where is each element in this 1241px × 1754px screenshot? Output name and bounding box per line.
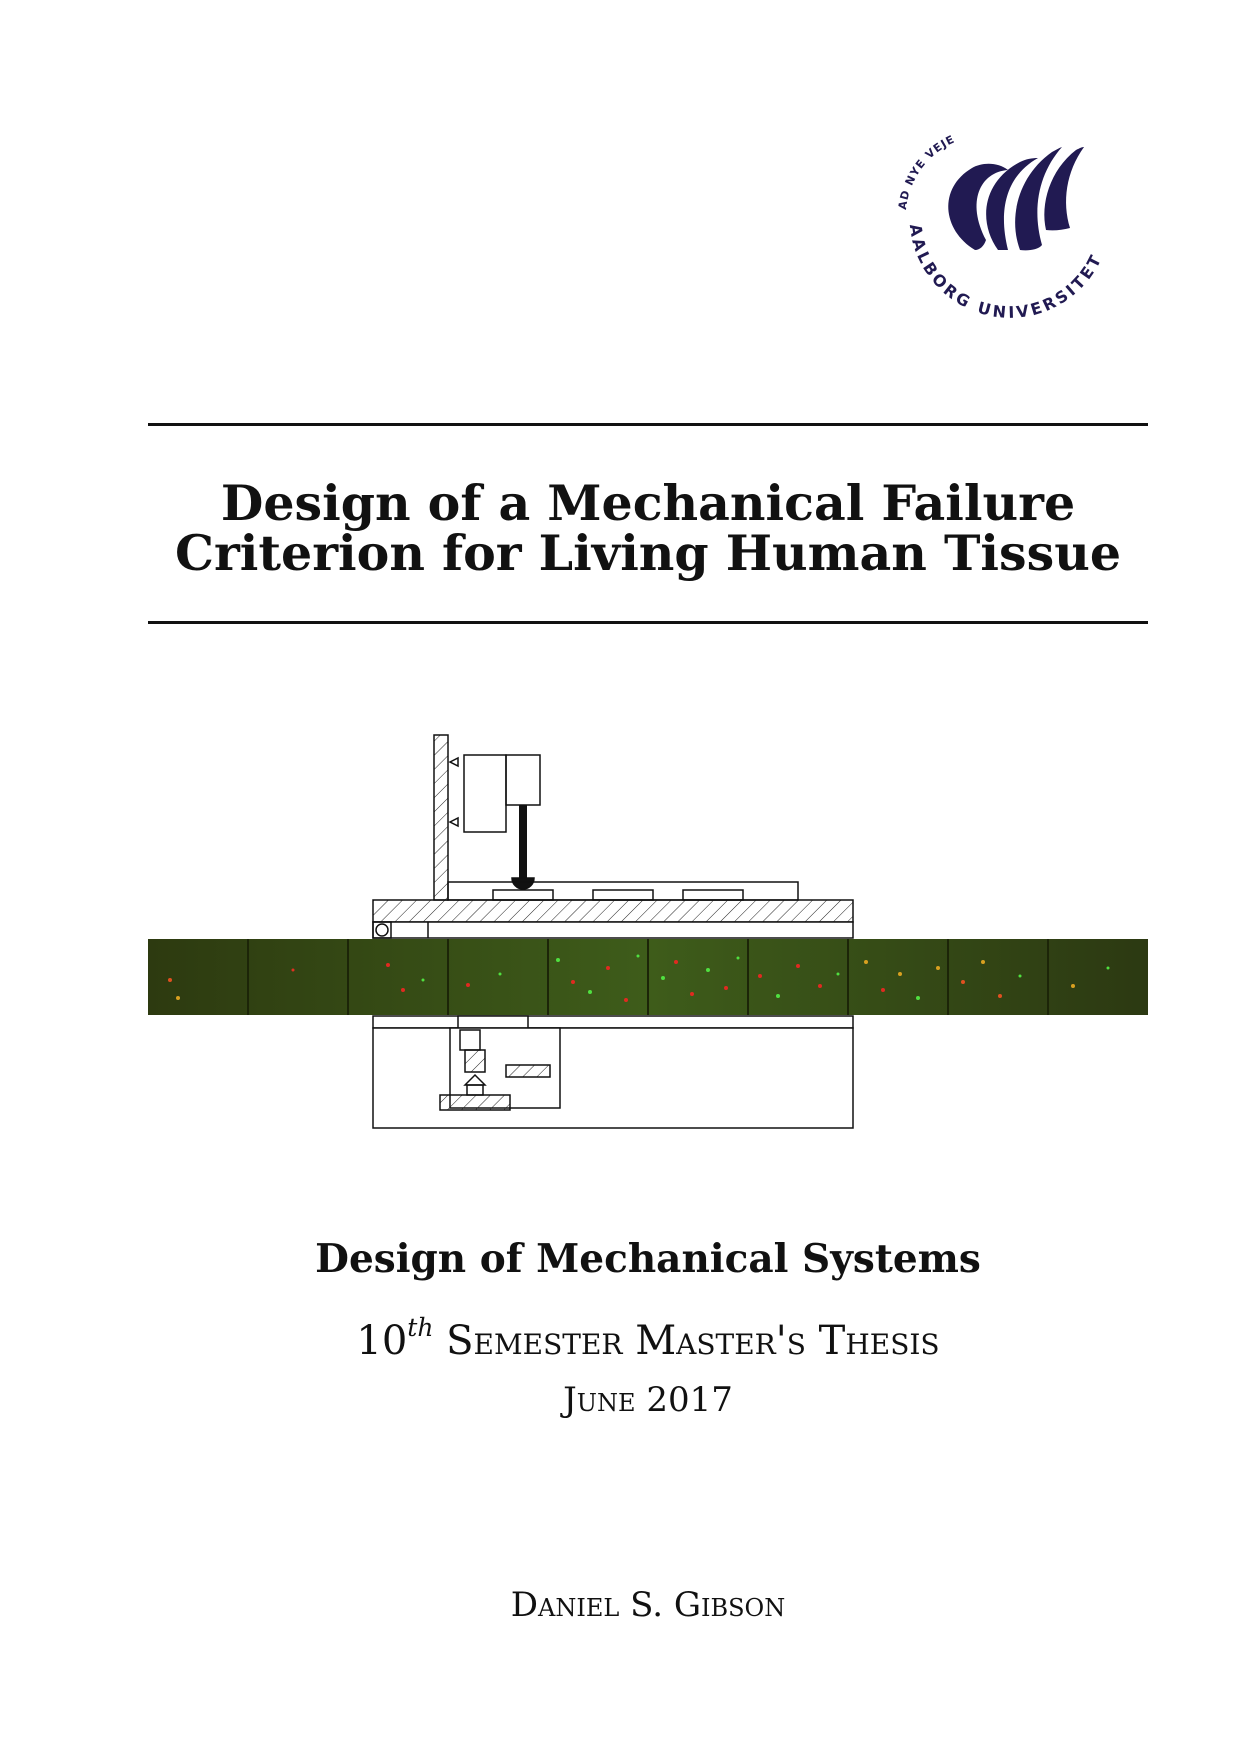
svg-text:AD NYE VEJE	[896, 133, 957, 211]
test-rig-figure	[148, 730, 1148, 1150]
thesis-type	[148, 1313, 1148, 1364]
submission-date: June 2017	[563, 1380, 733, 1420]
logo-emblem	[948, 147, 1084, 250]
logo-motto: AD NYE VEJE	[895, 132, 957, 211]
title-rule-bottom	[148, 621, 1148, 624]
author-name: Daniel S. Gibson	[510, 1585, 786, 1625]
title-rule-top	[148, 423, 1148, 426]
study-program: Design of Mechanical Systems	[315, 1236, 981, 1282]
title-line-2: Criterion for Living Human Tissue	[174, 524, 1122, 582]
semester-number: 10	[356, 1318, 408, 1364]
title-line-1: Design of a Mechanical Failure	[220, 474, 1076, 532]
thesis-label: Semester Master's Thesis	[446, 1318, 940, 1364]
svg-text:AALBORG UNIVERSITET	[906, 223, 1106, 322]
aalborg-university-logo	[880, 110, 1140, 340]
semester-suffix: th	[407, 1313, 434, 1342]
thesis-title	[148, 474, 1148, 582]
logo-university-name: AALBORG UNIVERSITET	[905, 222, 1107, 323]
